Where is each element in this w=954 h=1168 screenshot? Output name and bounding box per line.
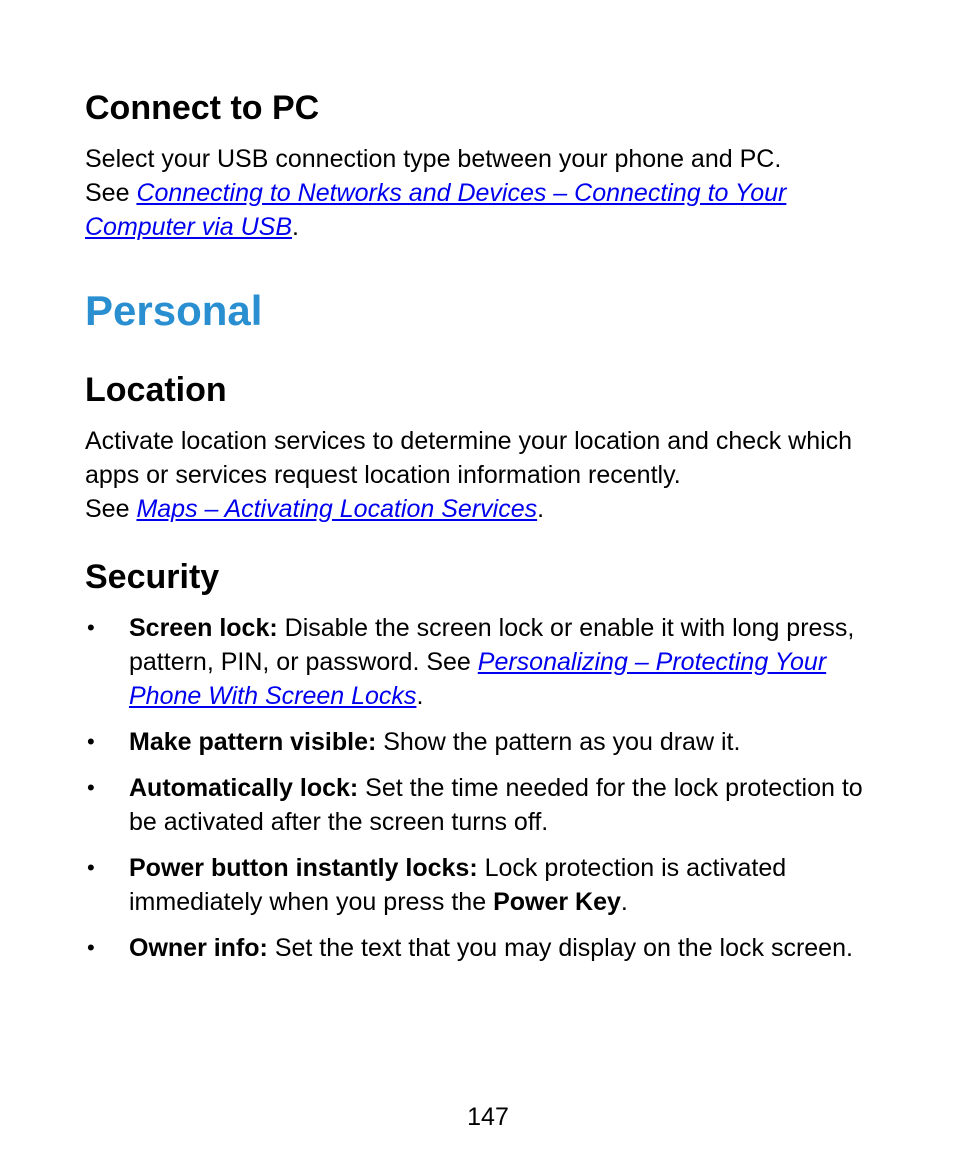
item-text: Disable the screen lock or enable it with long press, pattern, PIN, or password. See: [129, 614, 855, 676]
location-maps-link[interactable]: Maps – Activating Location Services: [136, 495, 538, 523]
location-see: See: [85, 495, 137, 523]
item-term: Automatically lock:: [129, 774, 359, 802]
item-text: Show the pattern as you draw it.: [376, 728, 741, 756]
list-item: [85, 611, 885, 713]
bullet-icon: •: [87, 855, 95, 880]
connect-line1: Select your USB connection type between your phone and PC.: [85, 145, 782, 173]
item-term: Power button instantly locks:: [129, 854, 478, 882]
connect-paragraph: [85, 142, 885, 244]
location-heading: Location: [85, 371, 227, 409]
security-list: [85, 611, 885, 965]
screen-locks-link[interactable]: Personalizing – Protecting Your Phone With Screen Locks: [129, 648, 827, 710]
list-item: [85, 931, 885, 965]
connect-see: See: [85, 179, 137, 207]
connect-usb-link[interactable]: Connecting to Networks and Devices – Connecting to Your Computer via USB: [85, 179, 787, 241]
page-number: 147: [467, 1103, 509, 1131]
list-item: [85, 725, 885, 759]
item-end: .: [620, 888, 628, 916]
personal-heading: Personal: [85, 287, 263, 334]
item-term: Make pattern visible:: [129, 728, 377, 756]
list-item: [85, 771, 885, 839]
item-text: Lock protection is activated immediately when you press the: [129, 854, 787, 916]
item-term: Screen lock:: [129, 614, 278, 642]
item-text: Set the time needed for the lock protection to be activated after the screen turns off.: [129, 774, 863, 836]
connect-end: .: [292, 213, 299, 241]
power-key-label: Power Key: [493, 888, 621, 916]
item-term: Owner info:: [129, 934, 268, 962]
connect-heading: Connect to PC: [85, 89, 320, 127]
security-heading: Security: [85, 558, 220, 596]
bullet-icon: •: [87, 935, 95, 960]
location-end: .: [537, 495, 545, 523]
item-end: .: [416, 682, 424, 710]
location-paragraph: [85, 424, 885, 526]
list-item: [85, 851, 885, 919]
bullet-icon: •: [87, 729, 95, 754]
location-text: Activate location services to determine your location and check which apps or services request location information recently.: [85, 427, 853, 489]
bullet-icon: •: [87, 615, 95, 640]
item-text: Set the text that you may display on the lock screen.: [267, 934, 853, 962]
bullet-icon: •: [87, 775, 95, 800]
